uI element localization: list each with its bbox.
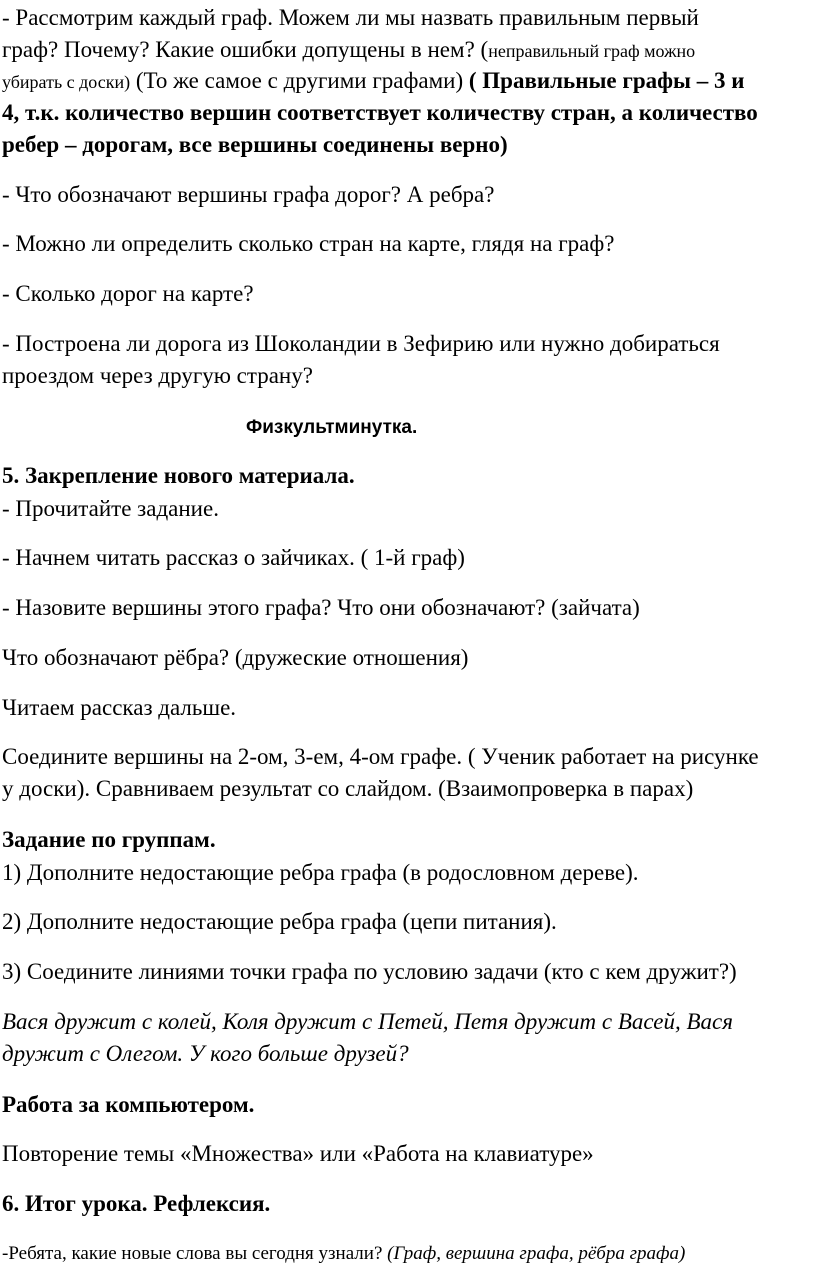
italic-task-line: Вася дружит с колей, Коля дружит с Петей, Петя дружит с Васей, Вася [2, 1009, 733, 1034]
group-task-line: 1) Дополните недостающие ребра графа (в родословном дереве). [2, 860, 639, 885]
paragraph-line: - Рассмотрим каждый граф. Можем ли мы назвать правильным первый [2, 5, 699, 30]
task-line: Соедините вершины на 2-ом, 3-ем, 4-ом графе. ( Ученик работает на рисунке [2, 744, 759, 769]
paragraph-line: граф? Почему? Какие ошибки допущены в нем? (неправильный граф можно [2, 37, 696, 62]
small-note: убирать с доски) [2, 72, 131, 92]
question-line: проездом через другую страну? [2, 363, 313, 388]
text-line: -Ребята, какие новые слова вы сегодня узнали? (Граф, вершина графа, рёбра графа) [2, 1243, 686, 1264]
section-heading: Задание по группам. [2, 827, 216, 852]
bold-answer-line: ребер – дорогам, все вершины соединены верно) [2, 132, 508, 157]
task-line: у доски). Сравниваем результат со слайдом. (Взаимопроверка в парах) [2, 776, 694, 801]
question-line: - Сколько дорог на карте? [2, 281, 254, 306]
bold-answer-line: 4, т.к. количество вершин соответствует количеству стран, а количество [2, 100, 758, 125]
section-title-physminute: Физкультминутка. [246, 417, 418, 438]
group-task-line: 2) Дополните недостающие ребра графа (цепи питания). [2, 909, 557, 934]
italic-answer: (Граф, вершина графа, рёбра графа) [387, 1243, 686, 1264]
task-line: - Назовите вершины этого графа? Что они обозначают? (зайчата) [2, 595, 640, 620]
task-line: - Прочитайте задание. [2, 496, 219, 521]
task-line: Что обозначают рёбра? (дружеские отношения) [2, 645, 469, 670]
bold-answer: ( Правильные графы – 3 и [468, 68, 745, 93]
task-line: Читаем рассказ дальше. [2, 695, 237, 720]
paragraph-line: убирать с доски) (То же самое с другими графами) ( Правильные графы – 3 и [2, 68, 745, 93]
question-line: - Можно ли определить сколько стран на карте, глядя на граф? [2, 231, 615, 256]
group-task-line: 3) Соедините линиями точки графа по условию задачи (кто с кем дружит?) [2, 959, 737, 984]
small-note: неправильный граф можно [488, 41, 696, 61]
section-heading: Работа за компьютером. [2, 1092, 255, 1117]
question-line: - Построена ли дорога из Шоколандии в Зефирию или нужно добираться [2, 331, 720, 356]
task-line: - Начнем читать рассказ о зайчиках. ( 1-й граф) [2, 545, 465, 570]
section-heading: 5. Закрепление нового материала. [2, 463, 355, 488]
question-line: - Что обозначают вершины графа дорог? А ребра? [2, 182, 495, 207]
section-heading: 6. Итог урока. Рефлексия. [2, 1191, 271, 1216]
text-line: Повторение темы «Множества» или «Работа на клавиатуре» [2, 1141, 594, 1166]
italic-task-line: дружит с Олегом. У кого больше друзей? [2, 1041, 409, 1066]
